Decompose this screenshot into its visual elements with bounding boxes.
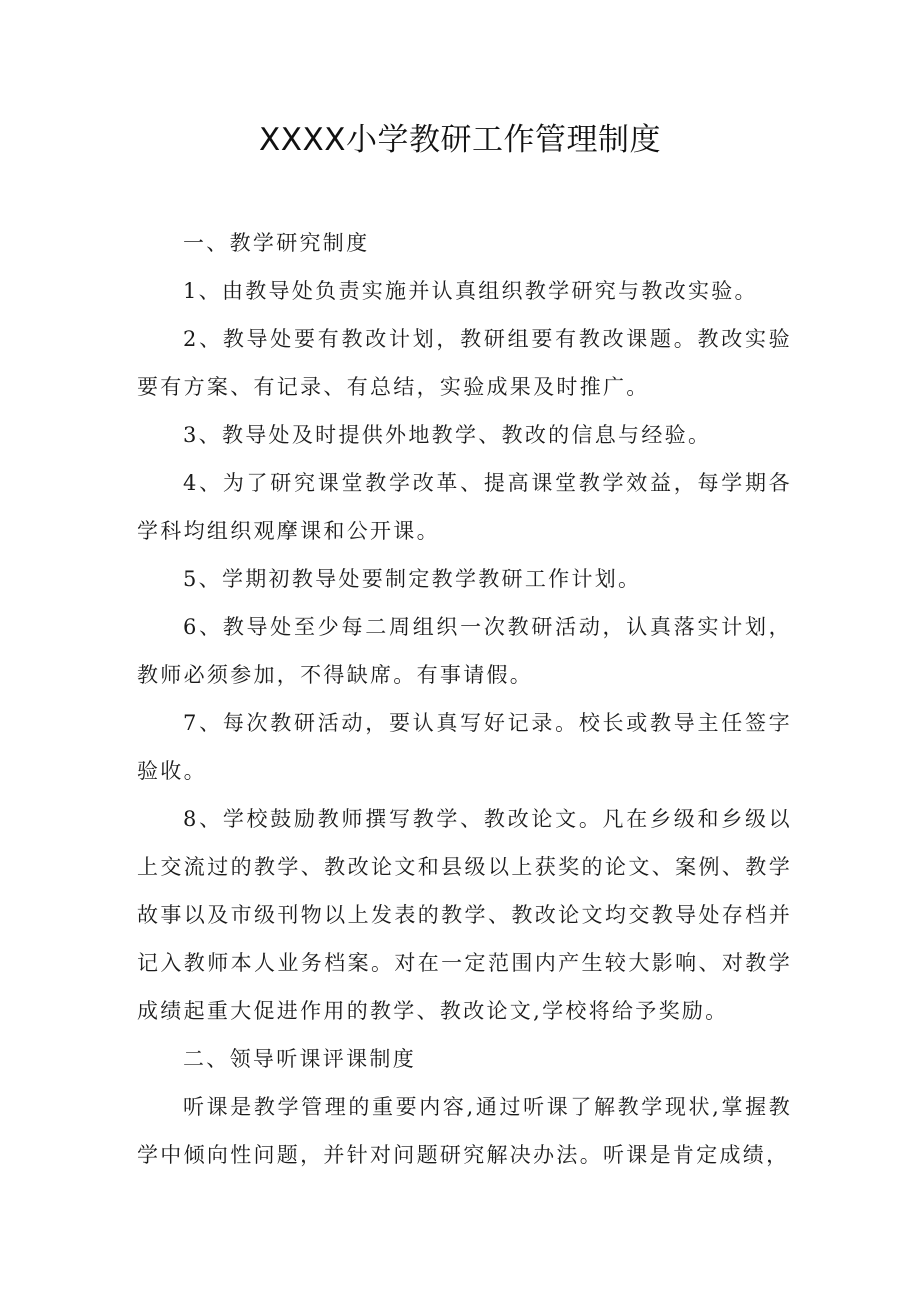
paragraph-item-5: 5、学期初教导处要制定教学教研工作计划。 <box>183 567 642 591</box>
paragraph-item-1: 1、由教导处负责实施并认真组织教学研究与教改实验。 <box>183 279 758 303</box>
paragraph-item-8: 8、学校鼓励教师撰写教学、教改论文。凡在乡级和乡级以上交流过的教学、教改论文和县级以上获奖的论文、案例、教学故事以及市级刊物以上发表的教学、教改论文均交教导处存档并记入教师本人业务档案。对在一定范围内产生较大影响、对教学成绩起重大促进作用的教学、教改论文,学校将给予奖励。 <box>137 807 792 1023</box>
paragraph-item-2: 2、教导处要有教改计划，教研组要有教改课题。教改实验要有方案、有记录、有总结，实验成果及时推广。 <box>137 327 792 399</box>
document-title: XXXX小学教研工作管理制度 <box>259 122 661 158</box>
document-body <box>137 219 792 1179</box>
paragraph-item-6: 6、教导处至少每二周组织一次教研活动，认真落实计划，教师必须参加，不得缺席。有事请假。 <box>137 615 792 687</box>
paragraph-item-7: 7、每次教研活动，要认真写好记录。校长或教导主任签字验收。 <box>137 711 792 783</box>
paragraph-item-3: 3、教导处及时提供外地教学、教改的信息与经验。 <box>183 423 712 447</box>
paragraph-item-4: 4、为了研究课堂教学改革、提高课堂教学效益，每学期各学科均组织观摩课和公开课。 <box>137 471 792 543</box>
section-heading-teaching-research: 一、教学研究制度 <box>183 231 370 255</box>
section-heading-lesson-observation: 二、领导听课评课制度 <box>183 1047 416 1071</box>
paragraph-lesson-observation: 听课是教学管理的重要内容,通过听课了解教学现状,掌握教学中倾向性问题，并针对问题研究解决办法。听课是肯定成绩， <box>137 1095 792 1167</box>
